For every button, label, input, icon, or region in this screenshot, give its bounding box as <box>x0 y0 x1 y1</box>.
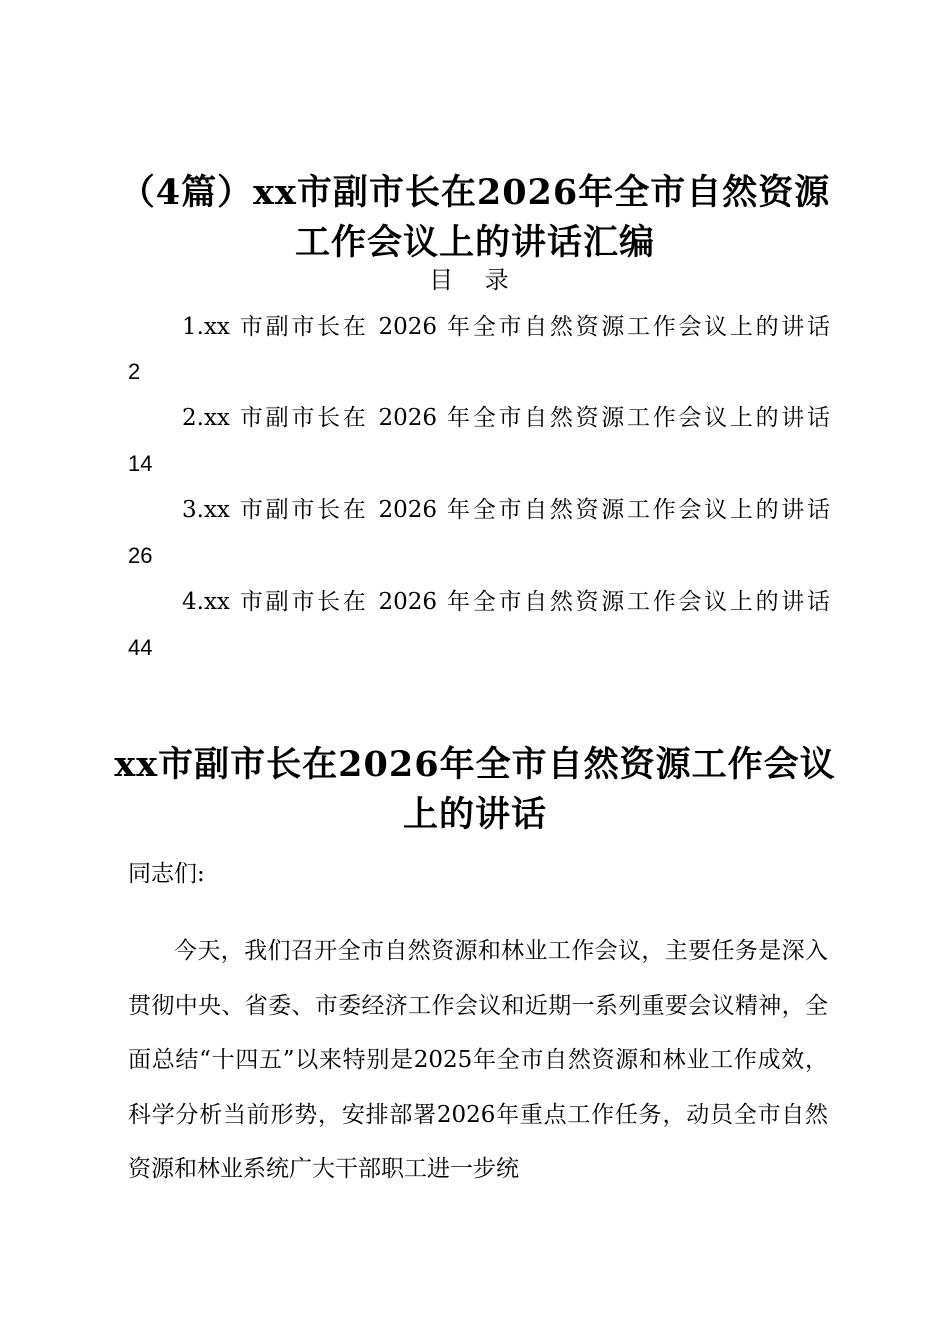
document-title: （4篇）xx市副市长在2026年全市自然资源工作会议上的讲话汇编 <box>119 172 831 263</box>
body-paragraph: 今天，我们召开全市自然资源和林业工作会议，主要任务是深入贯彻中央、省委、市委经济工作会议和近期一系列重要会议精神，全面总结“十四五”以来特别是2025年全市自然资源和林业工作成效，科学分析当前形势，安排部署2026年重点工作任务，动员全市自然资源和林业系统广大干部职工进一步统 <box>128 938 828 1182</box>
toc-page-number-1: 2 <box>128 359 141 384</box>
toc-page-number-4: 44 <box>128 635 153 660</box>
toc-entry-4[interactable]: 4.xx 市副市长在 2026 年全市自然资源工作会议上的讲话 <box>182 589 830 615</box>
toc-entry-1[interactable]: 1.xx 市副市长在 2026 年全市自然资源工作会议上的讲话 <box>182 314 830 340</box>
toc-heading: 目 录 <box>429 266 521 294</box>
salutation: 同志们: <box>128 861 205 887</box>
toc-page-number-3: 26 <box>128 543 153 568</box>
toc-entry-3[interactable]: 3.xx 市副市长在 2026 年全市自然资源工作会议上的讲话 <box>182 497 830 523</box>
section-title: xx市副市长在2026年全市自然资源工作会议上的讲话 <box>114 744 836 835</box>
toc-entry-2[interactable]: 2.xx 市副市长在 2026 年全市自然资源工作会议上的讲话 <box>182 405 830 431</box>
toc-page-number-2: 14 <box>128 451 153 476</box>
